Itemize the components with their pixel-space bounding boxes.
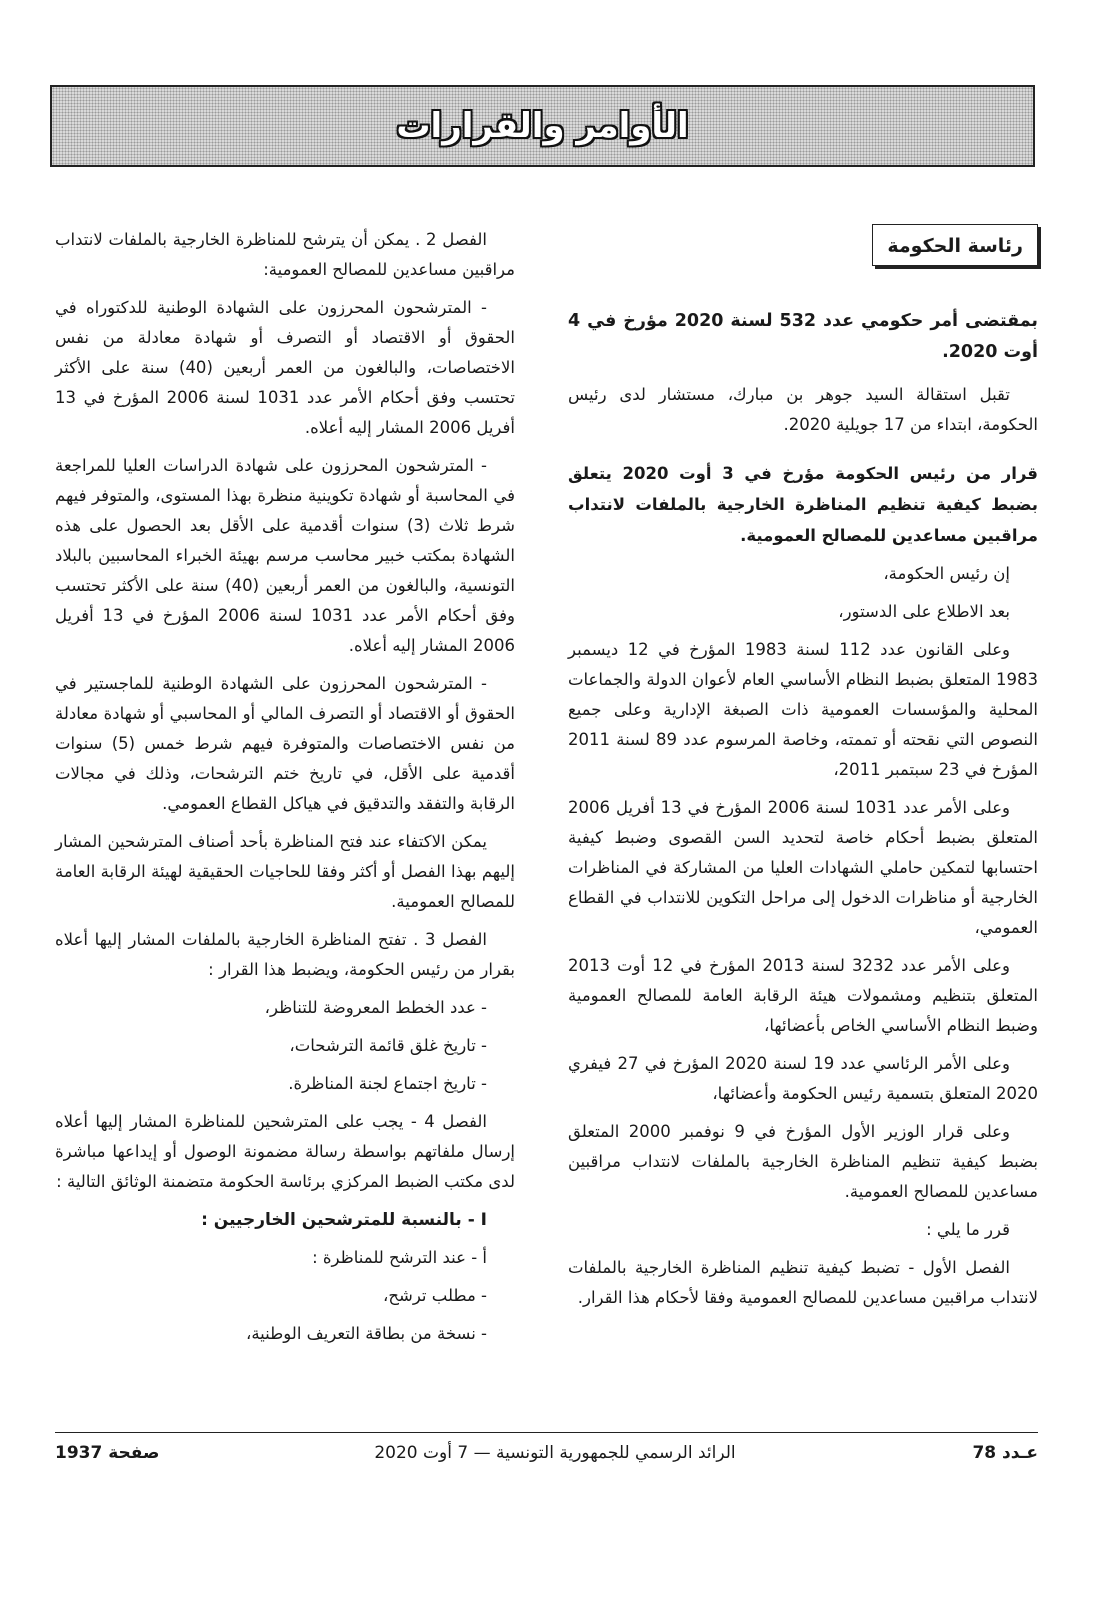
footer-divider — [55, 1432, 1038, 1433]
paragraph: وعلى الأمر عدد 1031 لسنة 2006 المؤرخ في 13 أفريل 2006 المتعلق بضبط أحكام خاصة لتحديد السن القصوى وضبط كيفية احتسابها لتمكين حاملي الشهادات العليا من المشاركة في المناظرات الخارجية أو مناظرات الدخول إلى مراحل التكوين للانتداب في القطاع العمومي، — [568, 798, 1038, 937]
page-footer — [55, 1443, 1038, 1473]
list-item: - تاريخ اجتماع لجنة المناظرة. — [288, 1074, 487, 1093]
decree-title: قرار من رئيس الحكومة مؤرخ في 3 أوت 2020 يتعلق بضبط كيفية تنظيم المناظرة الخارجية بالملفات لانتداب مراقبين مساعدين للمصالح العمومية. — [568, 464, 1038, 545]
list-item: أ - عند الترشح للمناظرة : — [312, 1248, 487, 1267]
issue-number: عـدد 78 — [972, 1443, 1038, 1463]
journal-title: الرائد الرسمي للجمهورية التونسية — 7 أوت 2020 — [374, 1443, 736, 1463]
banner-title: الأوامر والقرارات — [396, 106, 689, 146]
paragraph: الفصل 4 - يجب على المترشحين للمناظرة المشار إليها أعلاه إرسال ملفاتهم بواسطة رسالة مضمونة الوصول أو إيداعها مباشرة لدى مكتب الضبط المركزي برئاسة الحكومة متضمنة الوثائق التالية : — [55, 1112, 515, 1191]
paragraph: بعد الاطلاع على الدستور، — [838, 602, 1010, 621]
sub-heading: I - بالنسبة للمترشحين الخارجيين : — [201, 1210, 487, 1230]
paragraph: وعلى الأمر عدد 3232 لسنة 2013 المؤرخ في 12 أوت 2013 المتعلق بتنظيم ومشمولات هيئة الرقابة العامة للمصالح العمومية وضبط النظام الأساسي الخاص بأعضائها، — [568, 956, 1038, 1035]
paragraph: الفصل 3 . تفتح المناظرة الخارجية بالملفات المشار إليها أعلاه بقرار من رئيس الحكومة، ويضبط هذا القرار : — [55, 930, 515, 979]
list-item: - نسخة من بطاقة التعريف الوطنية، — [246, 1324, 487, 1343]
list-item: - عدد الخطط المعروضة للتناظر، — [264, 998, 487, 1017]
left-column — [55, 225, 515, 1357]
paragraph: إن رئيس الحكومة، — [883, 564, 1010, 583]
paragraph: قرر ما يلي : — [926, 1220, 1010, 1239]
paragraph: الفصل 2 . يمكن أن يترشح للمناظرة الخارجية بالملفات لانتداب مراقبين مساعدين للمصالح العمومية: — [55, 230, 515, 279]
paragraph: يمكن الاكتفاء عند فتح المناظرة بأحد أصناف المترشحين المشار إليهم بهذا الفصل أو أكثر وفقا للحاجيات الحقيقية لهيئة الرقابة العامة للمصالح العمومية. — [55, 832, 515, 911]
paragraph: وعلى الأمر الرئاسي عدد 19 لسنة 2020 المؤرخ في 27 فيفري 2020 المتعلق بتسمية رئيس الحكومة وأعضائها، — [568, 1054, 1038, 1103]
right-column — [568, 222, 1038, 1321]
order-title: بمقتضى أمر حكومي عدد 532 لسنة 2020 مؤرخ في 4 أوت 2020. — [568, 311, 1038, 362]
paragraph: - المترشحون المحرزون على الشهادة الوطنية للماجستير في الحقوق أو الاقتصاد أو التصرف المالي أو المحاسبي أو شهادة معادلة من نفس الاختصاصات والمتوفرة فيهم شرط خمس (5) سنوات أقدمية على الأقل، في تاريخ ختم الترشحات، وذلك في مجالات الرقابة والتفقد والتدقيق في هياكل القطاع العمومي. — [55, 674, 515, 813]
page-number: صفحة 1937 — [55, 1443, 160, 1463]
order-text: تقبل استقالة السيد جوهر بن مبارك، مستشار لدى رئيس الحكومة، ابتداء من 17 جويلية 2020. — [568, 385, 1038, 434]
list-item: - مطلب ترشح، — [383, 1286, 487, 1305]
section-title: رئاسة الحكومة — [872, 224, 1038, 266]
paragraph: - المترشحون المحرزون على شهادة الدراسات العليا للمراجعة في المحاسبة أو شهادة تكوينية منظرة بهذا المستوى، والمتوفر فيهم شرط ثلاث (3) سنوات أقدمية على الأقل بعد الحصول على هذه الشهادة بمكتب خبير محاسب مرسم بهيئة الخبراء المحاسبين بالبلاد التونسية، والبالغون من العمر أربعين (40) سنة على الأكثر تحتسب وفق أحكام الأمر عدد 1031 لسنة 2006 المؤرخ في 13 أفريل 2006 المشار إليه أعلاه. — [55, 456, 516, 655]
list-item: - تاريخ غلق قائمة الترشحات، — [289, 1036, 487, 1055]
paragraph: وعلى القانون عدد 112 لسنة 1983 المؤرخ في 12 ديسمبر 1983 المتعلق بضبط النظام الأساسي العام لأعوان الدولة والجماعات المحلية والمؤسسات العمومية ذات الصبغة الإدارية وعلى جميع النصوص التي نقحته أو تممته، وخاصة المرسوم عدد 89 لسنة 2011 المؤرخ في 23 سبتمبر 2011، — [568, 640, 1039, 779]
paragraph: الفصل الأول - تضبط كيفية تنظيم المناظرة الخارجية بالملفات لانتداب مراقبين مساعدين للمصالح العمومية وفقا لأحكام هذا القرار. — [568, 1258, 1038, 1307]
paragraph: وعلى قرار الوزير الأول المؤرخ في 9 نوفمبر 2000 المتعلق بضبط كيفية تنظيم المناظرة الخارجية بالملفات لانتداب مراقبين مساعدين للمصالح العمومية. — [568, 1122, 1038, 1201]
section-banner — [50, 85, 1035, 167]
paragraph: - المترشحون المحرزون على الشهادة الوطنية للدكتوراه في الحقوق أو الاقتصاد أو التصرف أو شهادة معادلة من نفس الاختصاصات، والبالغون من العمر أربعين (40) سنة على الأكثر تحتسب وفق أحكام الأمر عدد 1031 لسنة 2006 المؤرخ في 13 أفريل 2006 المشار إليه أعلاه. — [55, 298, 515, 437]
